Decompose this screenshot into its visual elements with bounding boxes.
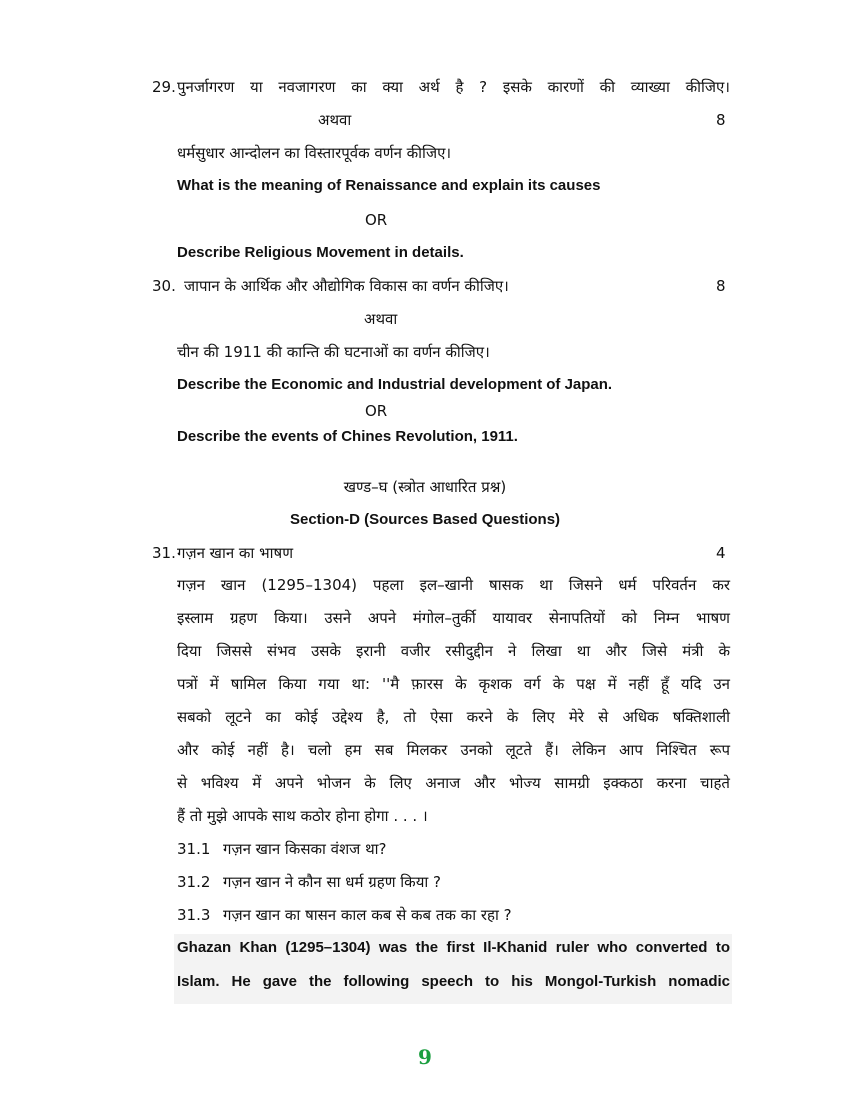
subquestion-number: 31.1 — [177, 840, 211, 858]
subquestion-text: गज़न खान ने कौन सा धर्म ग्रहण किया ? — [223, 873, 442, 891]
q31-subquestion-2 — [177, 871, 441, 893]
q29-marks: 8 — [716, 111, 726, 129]
q31-passage-line: इस्लाम ग्रहण किया। उसने अपने मंगोल–तुर्की यायावर सेनापतियों को निम्न भाषण — [177, 609, 730, 627]
q29-or-english: OR — [365, 211, 388, 229]
q29-english-question: What is the meaning of Renaissance and explain its causes — [177, 177, 601, 194]
section-english-title: Section-D (Sources Based Questions) — [289, 511, 561, 528]
q30-hindi-question: जापान के आर्थिक और औद्योगिक विकास का वर्णन कीजिए। — [184, 277, 509, 295]
q31-english-line: Ghazan Khan (1295–1304) was the first Il-Khanid ruler who converted to — [177, 939, 730, 956]
q31-passage-line: हैं तो मुझे आपके साथ कठोर होना होगा . . . । — [177, 807, 428, 825]
q31-subquestion-3 — [177, 904, 512, 926]
q29-hindi-question: पुनर्जागरण या नवजागरण का क्या अर्थ है ? इसके कारणों की व्याख्या कीजिए। — [177, 78, 730, 96]
subquestion-text: गज़न खान किसका वंशज था? — [223, 840, 387, 858]
q30-hindi-alternative: चीन की 1911 की कान्ति की घटनाओं का वर्णन कीजिए। — [177, 343, 490, 361]
q31-passage-line: दिया जिससे संभव उसके इरानी वजीर रसीदुद्दीन ने लिखा था और जिसे मंत्री के — [177, 642, 730, 660]
q29-or-hindi: अथवा — [318, 111, 352, 129]
subquestion-number: 31.2 — [177, 873, 211, 891]
q30-or-hindi: अथवा — [364, 310, 398, 328]
q30-english-alternative: Describe the events of Chines Revolution, 1911. — [177, 428, 518, 445]
q31-title: गज़न खान का भाषण — [177, 544, 294, 562]
subquestion-text: गज़न खान का षासन काल कब से कब तक का रहा ? — [223, 906, 512, 924]
q29-hindi-alternative: धर्मसुधार आन्दोलन का विस्तारपूर्वक वर्णन कीजिए। — [177, 144, 452, 162]
q31-passage-line: गज़न खान (1295–1304) पहला इल–खानी षासक था जिसने धर्म परिवर्तन कर — [177, 576, 730, 594]
q30-marks: 8 — [716, 277, 726, 295]
q30-english-question: Describe the Economic and Industrial development of Japan. — [177, 376, 613, 393]
q31-number: 31. — [152, 544, 176, 562]
q31-passage-line: से भविश्य में अपने भोजन के लिए अनाज और भोज्य सामग्री इक्कठा करना चाहते — [177, 774, 730, 792]
q30-number: 30. — [152, 277, 176, 295]
q29-number: 29. — [152, 78, 176, 96]
q31-english-line: Islam. He gave the following speech to his Mongol-Turkish nomadic — [177, 973, 730, 990]
q31-passage-line: सबको लूटने का कोई उद्देश्य है, तो ऐसा करने के लिए मेरे से अधिक षक्तिशाली — [177, 708, 730, 726]
q31-passage-line: और कोई नहीं है। चलो हम सब मिलकर उनको लूटते हैं। लेकिन आप निश्चित रूप — [177, 741, 730, 759]
q31-subquestion-1 — [177, 838, 387, 860]
section-hindi-title: खण्ड–घ (स्त्रोत आधारित प्रश्न) — [343, 478, 507, 496]
subquestion-number: 31.3 — [177, 906, 211, 924]
page-number: 9 — [418, 1045, 432, 1069]
q31-passage-line: पत्रों में षामिल किया गया था: ''मै फ़ारस के कृशक वर्ग के पक्ष में नहीं हूँ यदि उन — [177, 675, 730, 693]
q29-english-alternative: Describe Religious Movement in details. — [177, 244, 464, 261]
q31-marks: 4 — [716, 544, 726, 562]
q30-or-english: OR — [365, 402, 388, 420]
